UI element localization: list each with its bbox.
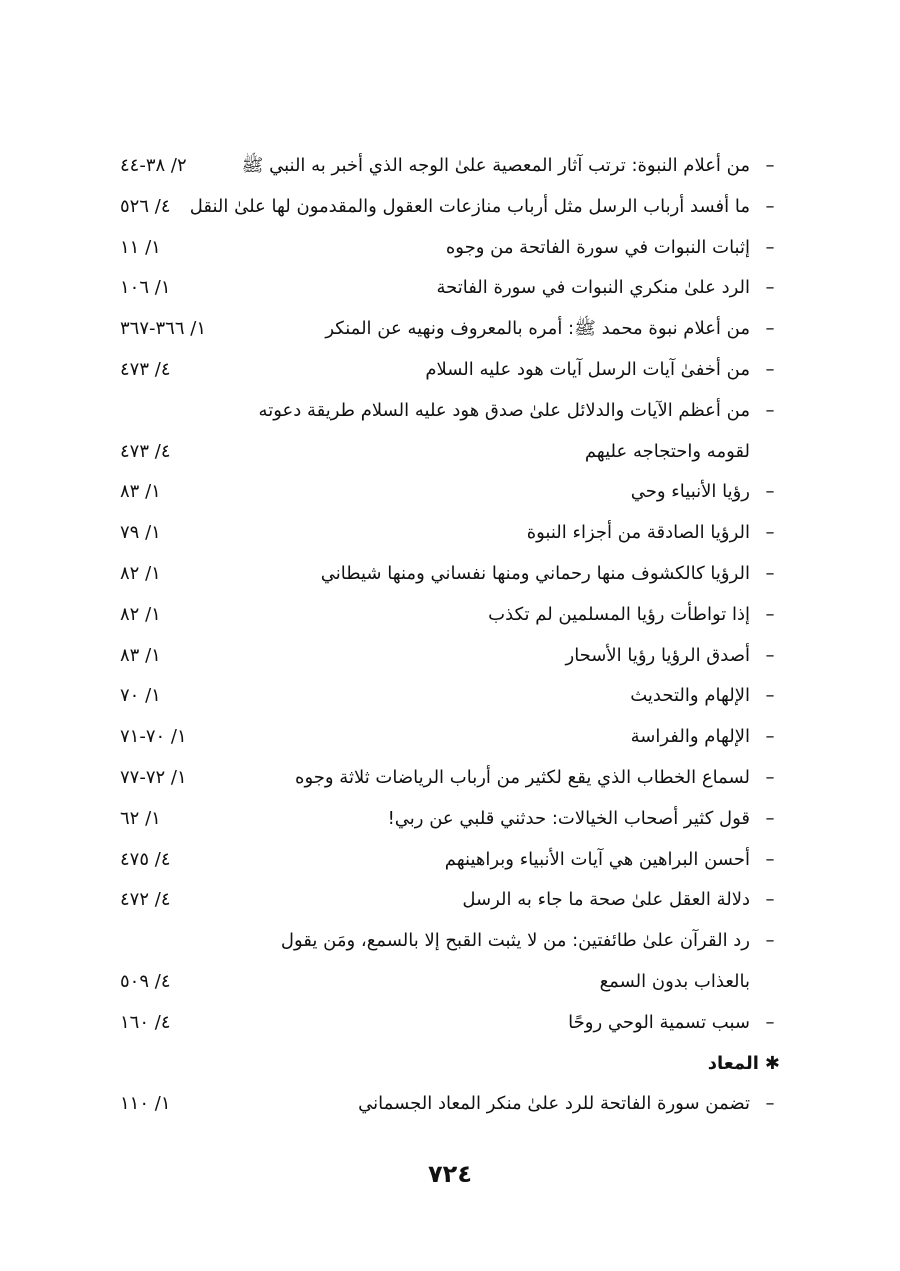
entry-reference: ١/ ٣٦٦-٣٦٧ — [120, 318, 206, 340]
index-entry — [120, 554, 780, 595]
index-entry — [120, 676, 780, 717]
entry-dash: – — [765, 726, 775, 748]
entry-text: ما أفسد أرباب الرسل مثل أرباب منازعات العقول والمقدمون لها علىٰ النقل — [189, 195, 750, 217]
entry-reference: ٢/ ٣٨-٤٤ — [120, 155, 187, 176]
entry-text: من أخفىٰ آيات الرسل آيات هود عليه السلام — [425, 358, 750, 380]
entry-reference: ٤/ ٤٧٣ — [120, 358, 171, 380]
entry-dash: – — [765, 358, 775, 380]
index-entry — [120, 840, 780, 881]
entry-dash: – — [765, 644, 775, 666]
entry-text: الرد علىٰ منكري النبوات في سورة الفاتحة — [436, 277, 750, 299]
section-title: المعاد — [707, 1052, 759, 1074]
entry-reference: ١/ ٨٢ — [120, 562, 161, 584]
entry-reference: ١/ ١٠٦ — [120, 277, 171, 299]
index-entry — [120, 595, 780, 636]
entry-reference: ٤/ ٥٠٩ — [120, 970, 171, 992]
entry-text: قول كثير أصحاب الخيالات: حدثني قلبي عن ربي! — [387, 807, 750, 829]
entry-reference: ١/ ٨٢ — [120, 603, 161, 625]
entry-reference: ١/ ٧٩ — [120, 522, 161, 544]
entry-text: إثبات النبوات في سورة الفاتحة من وجوه — [445, 236, 750, 258]
entry-text: من أعظم الآيات والدلائل علىٰ صدق هود عليه السلام طريقة دعوته — [258, 399, 750, 421]
entry-reference: ٤/ ٤٧٢ — [120, 889, 171, 911]
entry-reference: ١/ ٨٣ — [120, 481, 161, 503]
entry-dash: – — [765, 277, 775, 299]
entry-text: رؤيا الأنبياء وحي — [630, 481, 750, 503]
entry-dash: – — [765, 603, 775, 625]
entry-text: الإلهام والفراسة — [630, 726, 750, 748]
entry-text: إذا تواطأت رؤيا المسلمين لم تكذب — [488, 603, 750, 625]
entry-dash: – — [765, 155, 775, 176]
index-entry — [120, 309, 780, 350]
index-entry — [120, 350, 780, 391]
entry-text: رد القرآن علىٰ طائفتين: من لا يثبت القبح إلا بالسمع، ومَن يقول — [280, 930, 750, 952]
index-entry — [120, 513, 780, 554]
entry-dash: – — [765, 1011, 775, 1033]
index-entry — [120, 268, 780, 309]
star-icon: ✱ — [764, 1052, 780, 1074]
entry-text: من أعلام نبوة محمد ﷺ: أمره بالمعروف ونهيه عن المنكر — [325, 318, 750, 340]
index-entry — [120, 1084, 780, 1125]
entry-reference: ١/ ١١ — [120, 236, 161, 258]
entry-text: لسماع الخطاب الذي يقع لكثير من أرباب الرياضات ثلاثة وجوه — [295, 766, 750, 788]
section-heading — [120, 1044, 780, 1085]
index-entry — [120, 921, 780, 962]
entry-dash: – — [765, 766, 775, 788]
index-entry — [120, 717, 780, 758]
entry-text: الرؤيا كالكشوف منها رحماني ومنها نفساني ومنها شيطاني — [320, 562, 750, 584]
entry-text: بالعذاب بدون السمع — [599, 970, 750, 992]
entry-dash: – — [765, 930, 775, 952]
index-entry — [120, 391, 780, 432]
entry-dash: – — [765, 685, 775, 707]
entry-dash: – — [765, 481, 775, 503]
entry-text: الإلهام والتحديث — [630, 685, 750, 707]
entry-reference: ١/ ٧٠-٧١ — [120, 726, 187, 748]
index-entry — [120, 146, 780, 187]
entry-text: أحسن البراهين هي آيات الأنبياء وبراهينهم — [444, 848, 750, 870]
entry-dash: – — [765, 1093, 775, 1115]
entry-dash: – — [765, 236, 775, 258]
entry-dash: – — [765, 562, 775, 584]
entry-text: أصدق الرؤيا رؤيا الأسحار — [565, 644, 750, 666]
entry-dash: – — [765, 195, 775, 217]
entry-dash: – — [765, 848, 775, 870]
entry-text: من أعلام النبوة: ترتب آثار المعصية علىٰ الوجه الذي أخبر به النبي ﷺ — [241, 155, 750, 176]
entry-reference: ١/ ١١٠ — [120, 1093, 171, 1115]
index-entry-continuation — [120, 432, 780, 473]
index-list — [120, 146, 780, 1125]
entry-dash: – — [765, 399, 775, 421]
index-entry — [120, 758, 780, 799]
index-entry — [120, 187, 780, 228]
entry-reference: ١/ ٧٢-٧٧ — [120, 766, 187, 788]
entry-text: تضمن سورة الفاتحة للرد علىٰ منكر المعاد الجسماني — [358, 1093, 750, 1115]
index-entry-continuation — [120, 962, 780, 1003]
entry-reference: ٤/ ٥٢٦ — [120, 195, 171, 217]
index-entry — [120, 472, 780, 513]
entry-text: دلالة العقل علىٰ صحة ما جاء به الرسل — [462, 889, 750, 911]
entry-dash: – — [765, 889, 775, 911]
entry-reference: ١/ ٨٣ — [120, 644, 161, 666]
entry-text: سبب تسمية الوحي روحًا — [568, 1011, 750, 1033]
entry-reference: ٤/ ٤٧٣ — [120, 440, 171, 462]
entry-reference: ١/ ٦٢ — [120, 807, 161, 829]
entry-text: لقومه واحتجاجه عليهم — [584, 440, 750, 462]
entry-dash: – — [765, 807, 775, 829]
index-entry — [120, 880, 780, 921]
entry-text: الرؤيا الصادقة من أجزاء النبوة — [526, 522, 750, 544]
index-entry — [120, 799, 780, 840]
entry-dash: – — [765, 318, 775, 340]
entry-reference: ٤/ ٤٧٥ — [120, 848, 171, 870]
index-entry — [120, 1003, 780, 1044]
entry-reference: ٤/ ١٦٠ — [120, 1011, 171, 1033]
index-entry — [120, 636, 780, 677]
entry-dash: – — [765, 522, 775, 544]
page-number: ٧٢٤ — [428, 1160, 472, 1188]
entry-reference: ١/ ٧٠ — [120, 685, 161, 707]
index-entry — [120, 228, 780, 269]
